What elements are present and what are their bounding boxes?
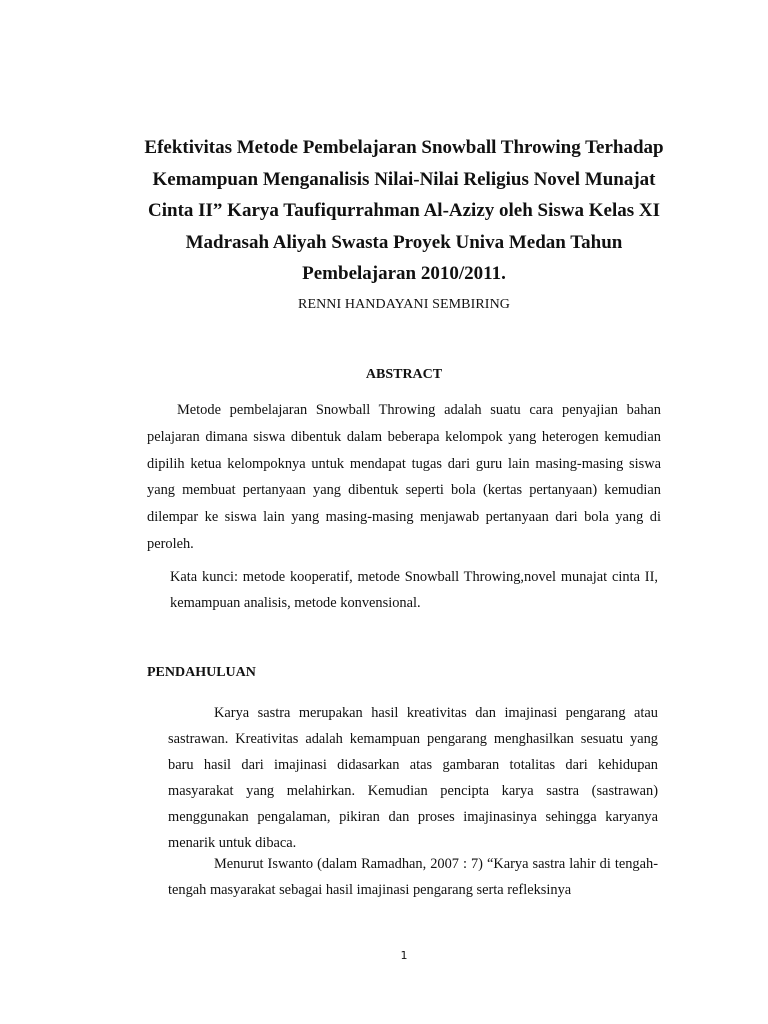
- author-name: RENNI HANDAYANI SEMBIRING: [298, 297, 510, 312]
- paper-title: Efektivitas Metode Pembelajaran Snowball Throwing Terhadap Kemampuan Menganalisis Nilai-Nilai Religius Novel Munajat Cinta II” Karya Taufiqurrahman Al-Azizy oleh Siswa Kelas XI Madrasah Aliyah Swasta Proyek Univa Medan Tahun Pembelajaran 2010/2011.: [144, 137, 664, 284]
- intro-paragraph: Menurut Iswanto (dalam Ramadhan, 2007 : 7) “Karya sastra lahir di tengah-tengah masyarakat sebagai hasil imajinasi pengarang serta refleksinya: [168, 856, 658, 898]
- page-number: 1: [400, 949, 408, 962]
- abstract-heading: ABSTRACT: [365, 367, 443, 382]
- section-heading-pendahuluan: PENDAHULUAN: [147, 665, 256, 680]
- abstract-body: Metode pembelajaran Snowball Throwing adalah suatu cara penyajian bahan pelajaran dimana siswa dibentuk dalam beberapa kelompok yang heterogen kemudian dipilih ketua kelompoknya untuk mendapat tugas dari guru lain masing-masing siswa yang membuat pertanyaan yang dibentuk seperti bola (kertas pertanyaan) kemudian dilempar ke siswa lain yang masing-masing menjawab pertanyaan dari bola yang di peroleh.: [147, 402, 661, 552]
- keywords: Kata kunci: metode kooperatif, metode Snowball Throwing,novel munajat cinta II, kemampuan analisis, metode konvensional.: [170, 569, 658, 611]
- intro-paragraph: Karya sastra merupakan hasil kreativitas dan imajinasi pengarang atau sastrawan. Kreativitas adalah kemampuan pengarang menghasilkan sesuatu yang baru hasil dari imajinasi didasarkan atas gambaran totalitas dari kehidupan masyarakat yang melahirkan. Kemudian pencipta karya sastra (sastrawan) menggunakan pengalaman, pikiran dan proses imajinasinya sehingga karyanya menarik untuk dibaca.: [168, 705, 658, 851]
